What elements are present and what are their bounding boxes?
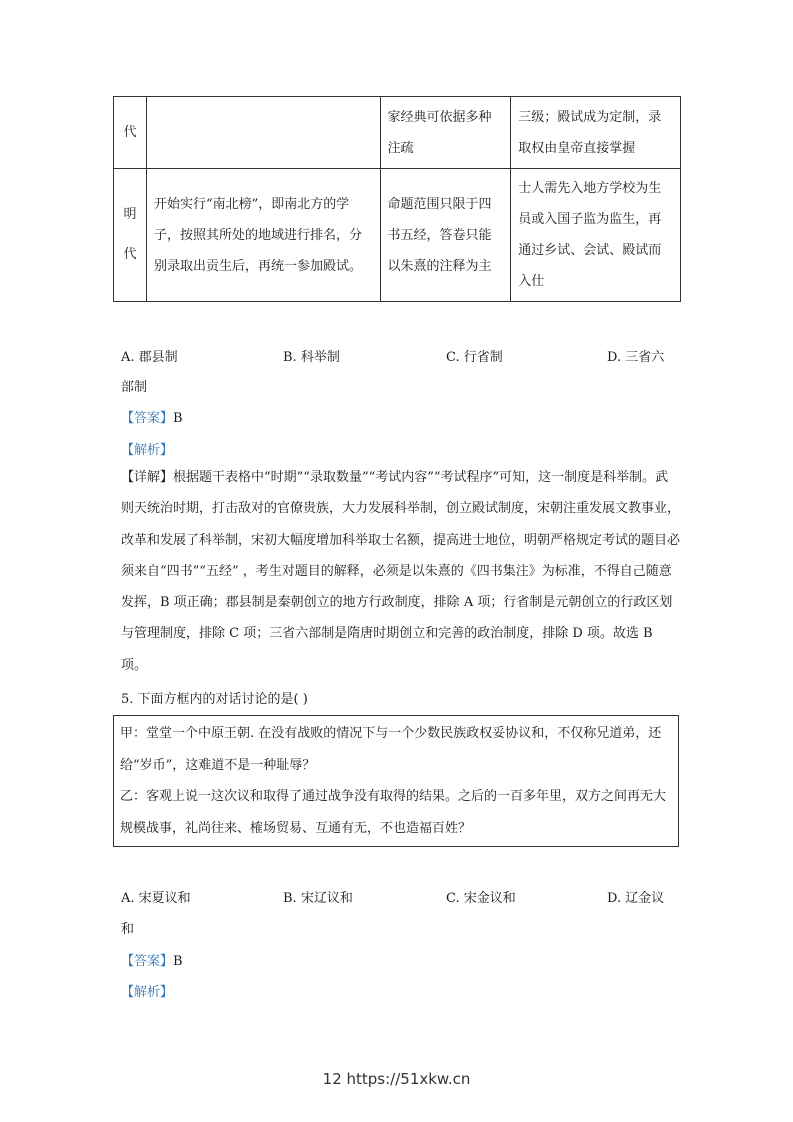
question-stem: 5. 下面方框内的对话讨论的是( ): [121, 692, 308, 707]
option-a: A. 宋夏议和: [121, 891, 191, 906]
answer-line: [121, 950, 183, 969]
era-cell: 代: [114, 97, 147, 169]
option-d-wrap: 和: [121, 922, 135, 937]
option-c: C. 宋金议和: [446, 891, 516, 906]
option-c: C. 行省制: [446, 350, 503, 365]
analysis-label: 【解析】: [121, 985, 174, 1000]
dialog-box: [113, 715, 679, 847]
admission-cell: [146, 97, 380, 169]
detail-label: 【详解】: [121, 470, 174, 485]
admission-cell: 开始实行“南北榜”，即南北方的学子，按照其所处的地域进行排名，分别录取出贡生后，再统一参加殿试。: [146, 169, 380, 302]
answer-value: B: [173, 411, 183, 426]
answer-label: 【答案】: [121, 411, 174, 426]
answer-label: 【答案】: [121, 954, 174, 969]
detail-paragraph: [121, 462, 681, 681]
era-cell: 明代: [114, 169, 147, 302]
content-cell: 命题范围只限于四书五经，答卷只能以朱熹的注释为主: [380, 169, 511, 302]
option-b: B. 科举制: [283, 350, 340, 365]
dialog-speaker-jia: 甲：堂堂一个中原王朝. 在没有战败的情况下与一个少数民族政权妥协议和，不仅称兄道弟，还给“岁币”，这难道不是一种耻辱？: [120, 726, 662, 773]
detail-text: 根据题干表格中“时期”“录取数量”“考试内容”“考试程序”可知，这一制度是科举制。武则天统治时期，打击敌对的官僚贵族，大力发展科举制，创立殿试制度，宋朝注重发展文教事业，改革和发展了科举制，宋初大幅度增加科举取士名额，提高进士地位，明朝严格规定考试的题目必须来自“四书”“五经” ，考生对题目的解释，必须是以朱熹的《四书集注》为标准，不得自己随意发挥，B 项正确；郡县制是秦朝创立的地方行政制度，排除 A 项；行省制是元朝创立的行政区划与管理制度，排除 C 项；三省六部制是隋唐时期创立和完善的政治制度，排除 D 项。故选 B 项。: [121, 470, 681, 673]
answer-line: [121, 407, 183, 426]
table-row: [114, 97, 681, 169]
answer-value: B: [173, 954, 183, 969]
procedure-cell: 士人需先入地方学校为生员或入国子监为监生，再通过乡试、会试、殿试而入仕: [511, 169, 681, 302]
table-row: [114, 169, 681, 302]
procedure-cell: 三级；殿试成为定制，录取权由皇帝直接掌握: [511, 97, 681, 169]
option-d-wrap: 部制: [121, 380, 148, 395]
option-d: D. 三省六: [607, 350, 665, 365]
dialog-speaker-yi: 乙：客观上说一这次议和取得了通过战争没有取得的结果。之后的一百多年里，双方之间再无大规模战事，礼尚往来、榷场贸易、互通有无，不也造福百姓？: [120, 789, 667, 836]
option-a: A. 郡县制: [121, 350, 178, 365]
page-footer: 12 https://51xkw.cn: [322, 1070, 471, 1088]
content-cell: 家经典可依据多种注疏: [380, 97, 511, 169]
option-b: B. 宋辽议和: [283, 891, 353, 906]
analysis-label: 【解析】: [121, 443, 174, 458]
option-d: D. 辽金议: [607, 891, 665, 906]
exam-table: [113, 96, 681, 302]
